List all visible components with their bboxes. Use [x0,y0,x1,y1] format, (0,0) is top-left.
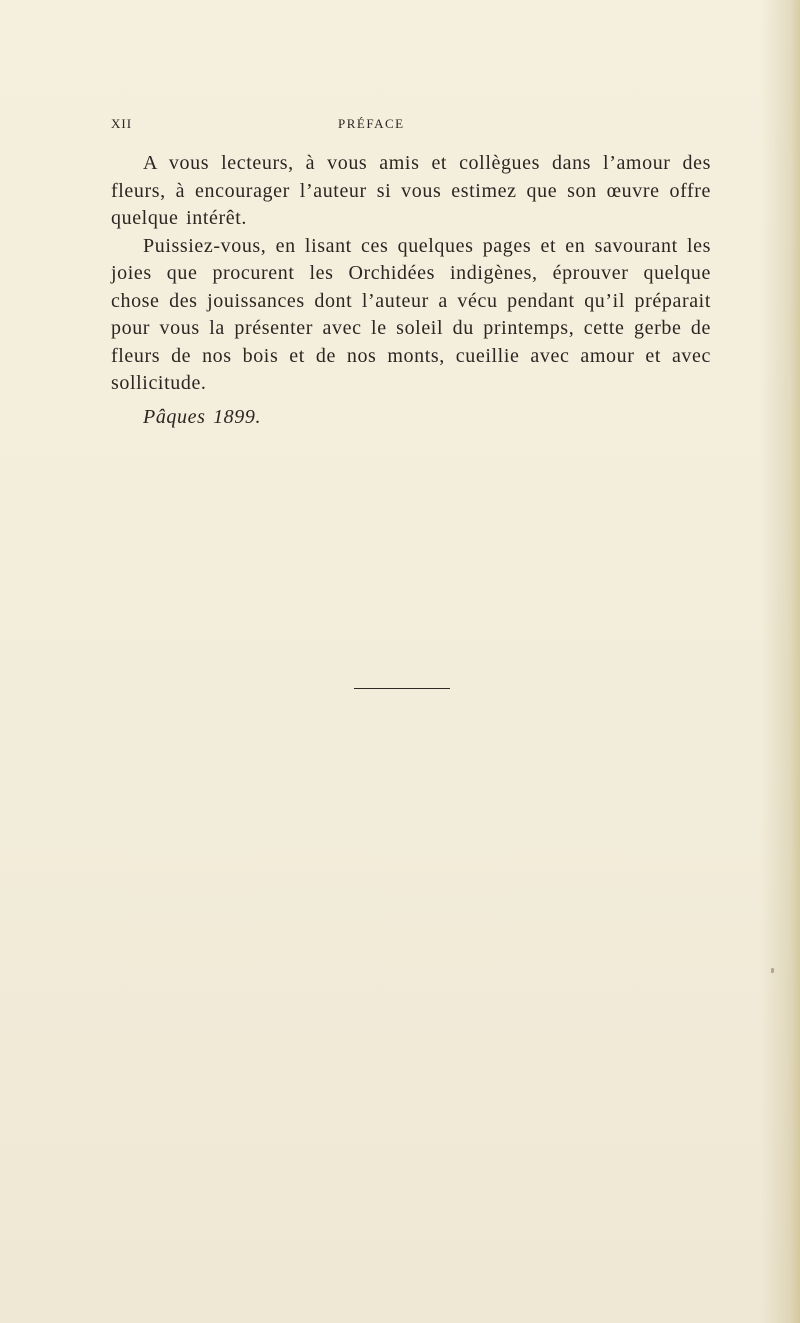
body-text [111,150,711,431]
signoff-date: Pâques 1899. [143,405,262,428]
paragraph-2: Puissiez-vous, en lisant ces quelques pages et en savourant les joies que procurent les Orchidées indigènes, éprouver quelque chose des jouissances dont l’auteur a vécu pendant qu’il préparait pour vous la présenter avec le soleil du printemps, cette gerbe de fleurs de nos bois et de nos monts, cueillie avec amour et avec sollicitude. [111,234,711,394]
running-title: PRÉFACE [338,116,405,131]
page-number: XII [111,116,133,131]
paper-speck [771,968,774,973]
closing-rule [354,688,450,689]
paragraph-1: A vous lecteurs, à vous amis et collègues dans l’amour des fleurs, à encourager l’auteur si vous estimez que son œuvre offre quelque intérêt. [111,152,711,229]
running-head [111,116,711,138]
